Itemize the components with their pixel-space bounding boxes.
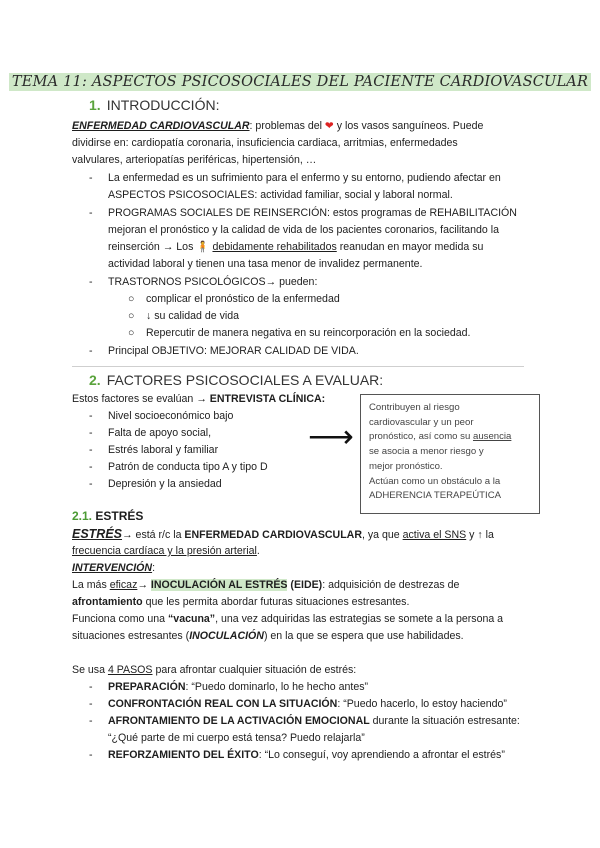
section-2-heading: [89, 372, 383, 389]
note-line: ADHERENCIA TERAPEÚTICA: [369, 490, 502, 502]
note-line: Contribuyen al riesgo: [369, 402, 460, 413]
intro-bold: ENTREVISTA CLÍNICA:: [209, 393, 326, 405]
section-title: INTRODUCCIÓN:: [106, 97, 220, 113]
factor-item: Falta de apoyo social,: [108, 427, 212, 439]
bullet-2-line-2: mejoran el pronóstico y la calidad de vida de los pacientes coronarios, facilitando la: [108, 224, 500, 236]
note-text: pronóstico: [369, 431, 414, 443]
stress-text: y ↑ la: [466, 529, 494, 541]
factor-item: Nivel socioeconómico bajo: [108, 410, 234, 422]
note-line: [369, 430, 531, 445]
intervention-colon: :: [152, 562, 156, 574]
note-line: cardiovascular y un peor: [369, 416, 474, 428]
bullet-3: TRASTORNOS PSICOLÓGICOS→ pueden:: [108, 276, 318, 288]
person-icon: 🧍: [196, 241, 210, 253]
bullet-text: reinserción → Los: [108, 241, 197, 253]
bullet-dash: -: [89, 410, 93, 422]
definition-text: y los vasos sanguíneos. Puede: [333, 120, 484, 132]
steps-text: para afrontar cualquier situación de estrés:: [152, 664, 357, 676]
sub-bullet-2: ↓ su calidad de vida: [146, 310, 240, 322]
stress-line-2: [72, 543, 260, 560]
bullet-dash: -: [89, 681, 93, 693]
bullet-2-line-1: PROGRAMAS SOCIALES DE REINSERCIÓN: estos programas de REHABILITACIÓN: [108, 207, 517, 219]
bullet-1-line-2: ASPECTOS PSICOSOCIALES: actividad familiar, social y laboral normal.: [108, 189, 453, 201]
step-text: durante la situación estresante:: [369, 715, 520, 727]
bullet-dash: -: [89, 345, 93, 357]
bullet-1-line-1: La enfermedad es un sufrimiento para el enfermo y su entorno, pudiendo afectar en: [108, 172, 501, 184]
stress-text: , ya que: [361, 529, 403, 541]
note-line: se asocia a menor riesgo y: [369, 446, 484, 458]
note-underlined: ausencia: [472, 431, 512, 443]
factor-item: Patrón de conducta tipo A y tipo D: [108, 461, 268, 473]
intro-text: Estos factores se evalúan →: [72, 393, 210, 405]
section-2-1-heading: [72, 508, 143, 525]
step-3-line-2: “¿Qué parte de mi cuerpo está tensa? Puedo relajarla”: [108, 732, 365, 744]
step-text: : “Puedo hacerlo, lo estoy haciendo”: [337, 698, 507, 710]
factor-item: Depresión y la ansiedad: [108, 478, 222, 490]
note-line: Actúan como un obstáculo a la: [369, 475, 501, 487]
step-title: REFORZAMIENTO DEL ÉXITO: [108, 749, 259, 761]
int-bold: “vacuna”: [168, 613, 216, 625]
stress-bold: ENFERMEDAD CARDIOVASCULAR: [184, 529, 362, 541]
definition-text: : problemas del: [249, 120, 325, 132]
stress-underlined: frecuencia cardíaca y la presión arterial: [72, 545, 257, 557]
section-1-heading: [89, 97, 219, 114]
steps-intro: [72, 662, 356, 679]
step-3: [108, 713, 520, 730]
section-divider: [72, 366, 524, 367]
bullet-dash: -: [89, 715, 93, 727]
bullet-dash: -: [89, 461, 93, 473]
section-number: 2.: [89, 372, 101, 388]
circle-bullet-icon: ○: [128, 327, 135, 339]
int-highlight: INOCULACIÓN AL ESTRÉS: [150, 579, 288, 591]
intervention-line-2: [72, 594, 409, 611]
bullet-2-line-3: [108, 239, 483, 256]
int-text: →: [137, 579, 151, 591]
sub-bullet-3: Repercutir de manera negativa en su reincorporación en la sociedad.: [146, 327, 471, 339]
definition-term: ENFERMEDAD CARDIOVASCULAR: [72, 120, 250, 132]
intervention-line-3: [72, 611, 503, 628]
section-number: 2.1.: [72, 509, 93, 523]
stress-text: → está r/c la: [122, 529, 185, 541]
int-underlined: eficaz: [109, 579, 138, 591]
intervention-term: INTERVENCIÓN: [72, 562, 153, 574]
sub-bullet-1: complicar el pronóstico de la enfermedad: [146, 293, 340, 305]
bullet-dash: -: [89, 276, 93, 288]
definition-line-1: [72, 118, 483, 135]
steps-text: Se usa: [72, 664, 108, 676]
bullet-2-line-4: actividad laboral y tienen una tasa menor de invalidez permanente.: [108, 258, 423, 270]
stress-term: ESTRÉS: [72, 527, 123, 541]
bullet-dash: -: [89, 698, 93, 710]
note-text: , así como su: [413, 431, 473, 443]
bullet-dash: -: [89, 444, 93, 456]
circle-bullet-icon: ○: [128, 293, 135, 305]
step-text: : “Puedo dominarlo, lo he hecho antes”: [185, 681, 369, 693]
steps-underlined: 4 PASOS: [107, 664, 153, 676]
factor-item: Estrés laboral y familiar: [108, 444, 219, 456]
stress-text: .: [256, 545, 260, 557]
definition-line-2: dividirse en: cardiopatía coronaria, insuficiencia cardiaca, arritmias, enfermedades: [72, 137, 458, 149]
right-arrow-icon: ⟶: [308, 418, 354, 454]
step-2: [108, 696, 507, 713]
int-bold: (EIDE): [287, 579, 323, 591]
note-box: [360, 394, 540, 514]
step-title: CONFRONTACIÓN REAL CON LA SITUACIÓN: [108, 698, 338, 710]
section-title: FACTORES PSICOSOCIALES A EVALUAR:: [106, 372, 384, 388]
page-title: [0, 74, 600, 91]
bullet-dash: -: [89, 172, 93, 184]
step-title: AFRONTAMIENTO DE LA ACTIVACIÓN EMOCIONAL: [108, 715, 370, 727]
intervention-line-4: [72, 628, 464, 645]
bullet-text: reanudan en mayor medida su: [336, 241, 484, 253]
bullet-dash: -: [89, 427, 93, 439]
step-text: : “Lo conseguí, voy aprendiendo a afrontar el estrés”: [258, 749, 505, 761]
int-text: , una vez adquiridas las estrategias se somete a la persona a: [215, 613, 504, 625]
title-text: TEMA 11: ASPECTOS PSICOSOCIALES DEL PACIENTE CARDIOVASCULAR: [9, 73, 591, 91]
int-bold: afrontamiento: [72, 596, 143, 608]
section-2-intro: [72, 391, 325, 408]
int-text: situaciones estresantes (: [72, 630, 190, 642]
intervention-line-1: [72, 577, 459, 594]
underlined-text: debidamente rehabilitados: [212, 241, 337, 253]
step-title: PREPARACIÓN: [108, 681, 186, 693]
int-text: Funciona como una: [72, 613, 168, 625]
int-text: que les permita abordar futuras situaciones estresantes.: [142, 596, 410, 608]
stress-underlined: activa el SNS: [402, 529, 467, 541]
heart-icon: ❤: [324, 120, 334, 132]
int-bold-italic: INOCULACIÓN: [189, 630, 264, 642]
bullet-dash: -: [89, 478, 93, 490]
step-4: [108, 747, 505, 764]
intervention-label: [72, 560, 155, 577]
int-text: : adquisición de destrezas de: [322, 579, 460, 591]
bullet-4: Principal OBJETIVO: MEJORAR CALIDAD DE VIDA.: [108, 345, 359, 357]
step-1: [108, 679, 368, 696]
circle-bullet-icon: ○: [128, 310, 135, 322]
bullet-dash: -: [89, 207, 93, 219]
int-text: ) en la que se espera que use habilidades.: [263, 630, 464, 642]
section-number: 1.: [89, 97, 101, 113]
bullet-dash: -: [89, 749, 93, 761]
definition-line-3: valvulares, arteriopatías periféricas, hipertensión, …: [72, 154, 317, 166]
note-line: mejor pronóstico.: [369, 460, 443, 472]
section-title: ESTRÉS: [92, 509, 144, 523]
stress-line-1: [72, 526, 494, 544]
int-text: La más: [72, 579, 110, 591]
